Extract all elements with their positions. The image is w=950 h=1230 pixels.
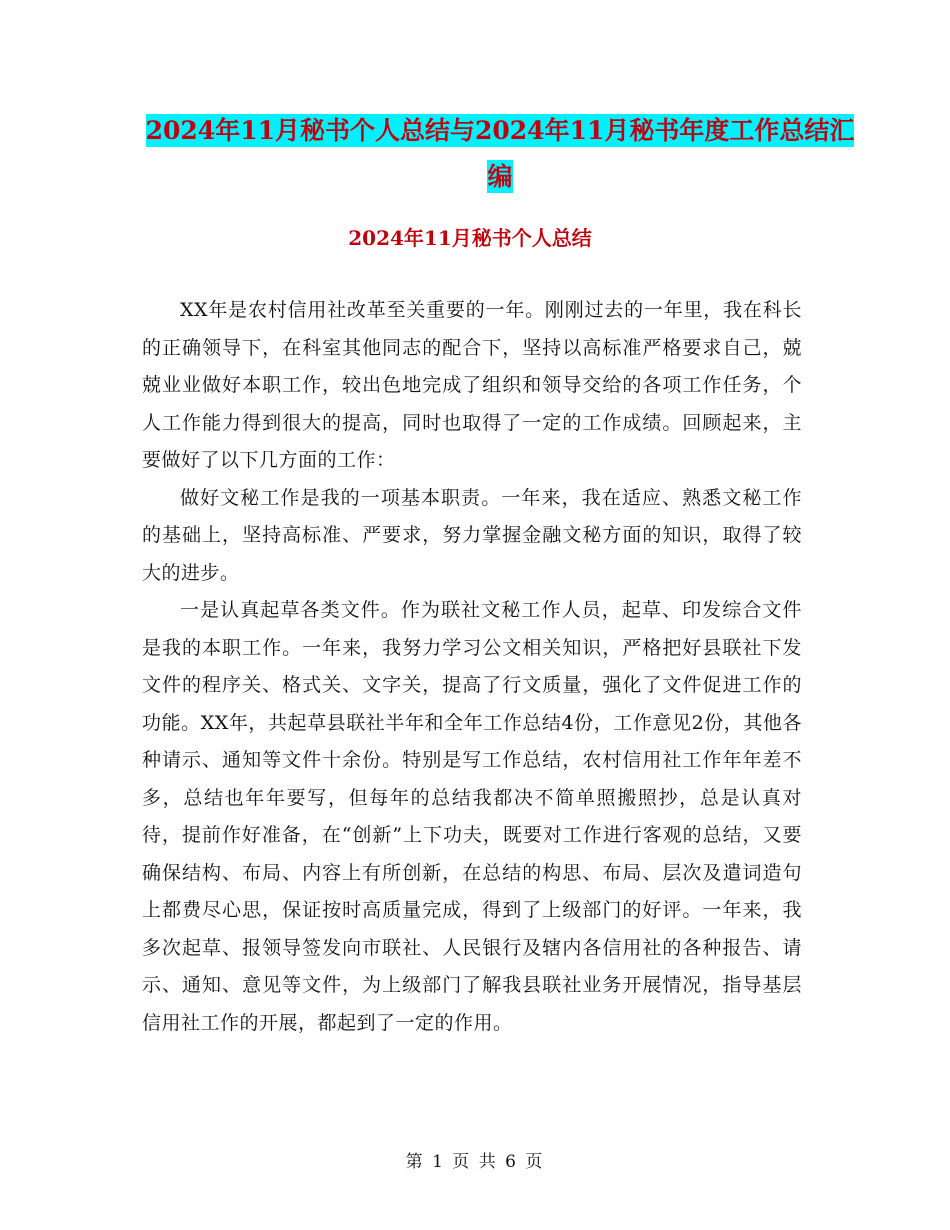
document-body [142,292,802,1042]
page-footer: 第 1 页 共 6 页 [405,1152,545,1172]
paragraph-3: 一是认真起草各类文件。作为联社文秘工作人员，起草、印发综合文件是我的本职工作。一年来，我努力学习公文相关知识，严格把好县联社下发文件的程序关、格式关、文字关，提高了行文质量，强化了文件促进工作的功能。XX年，共起草县联社半年和全年工作总结4份，工作意见2份，其他各种请示、通知等文件十余份。特别是写工作总结，农村信用社工作年年差不多，总结也年年要写，但每年的总结我都决不简单照搬照抄，总是认真对待，提前作好准备，在“创新”上下功夫，既要对工作进行客观的总结，又要确保结构、布局、内容上有所创新，在总结的构思、布局、层次及遣词造句上都费尽心思，保证按时高质量完成，得到了上级部门的好评。一年来，我多次起草、报领导签发向市联社、人民银行及辖内各信用社的各种报告、请示、通知、意见等文件，为上级部门了解我县联社业务开展情况，指导基层信用社工作的开展，都起到了一定的作用。 [142,599,802,1034]
document-title-text: 2024年11月秘书个人总结与2024年11月秘书年度工作总结汇编 [145,116,855,191]
document-title [140,108,860,200]
section-title: 2024年11月秘书个人总结 [348,226,592,250]
paragraph-1: XX年是农村信用社改革至关重要的一年。刚刚过去的一年里，我在科长的正确领导下，在科室其他同志的配合下，坚持以高标准严格要求自己，兢兢业业做好本职工作，较出色地完成了组织和领导交给的各项工作任务，个人工作能力得到很大的提高，同时也取得了一定的工作成绩。回顾起来，主要做好了以下几方面的工作： [142,299,802,471]
paragraph-2: 做好文秘工作是我的一项基本职责。一年来，我在适应、熟悉文秘工作的基础上，坚持高标准、严要求，努力掌握金融文秘方面的知识，取得了较大的进步。 [142,486,802,584]
